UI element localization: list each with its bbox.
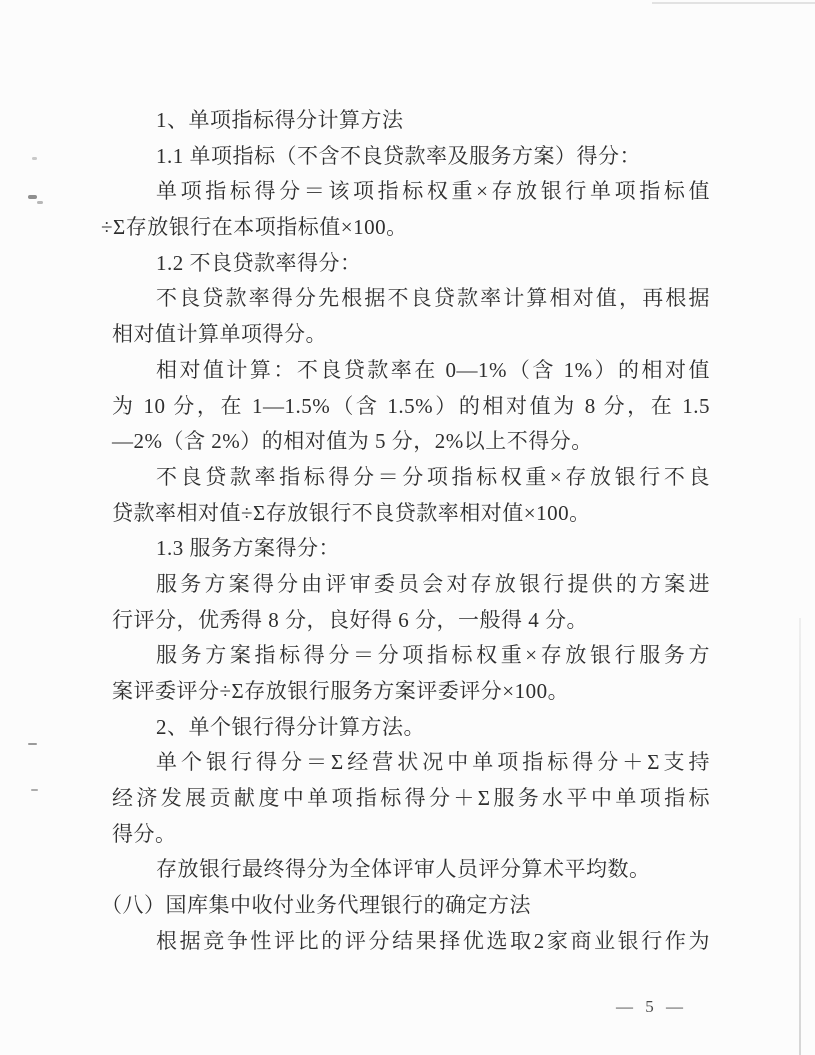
text-line: 单个银行得分＝Σ经营状况中单项指标得分＋Σ支持 [156,750,710,775]
heading-1-1: 1.1 单项指标（不含不良贷款率及服务方案）得分： [156,143,641,168]
text-line: 得分。 [112,821,177,846]
text-line: 不良贷款率得分先根据不良贷款率计算相对值，再根据 [156,286,710,311]
text-line: ÷Σ存放银行在本项指标值×100。 [101,215,408,240]
text-line: 不良贷款率指标得分＝分项指标权重×存放银行不良 [156,464,710,489]
text-line: —2%（含 2%）的相对值为 5 分，2%以上不得分。 [112,429,593,454]
text-line: 为 10 分，在 1—1.5%（含 1.5%）的相对值为 8 分，在 1.5 [112,393,710,418]
heading-1-2: 1.2 不良贷款率得分： [156,250,362,275]
text-line: 贷款率相对值÷Σ存放银行不良贷款率相对值×100。 [112,500,591,525]
text-line: 经济发展贡献度中单项指标得分＋Σ服务水平中单项指标 [112,786,710,811]
heading-1-3: 1.3 服务方案得分： [156,536,340,561]
section-heading-8: （八）国库集中收付业务代理银行的确定方法 [101,893,531,918]
scan-speck [28,195,37,199]
scan-speck [32,157,37,160]
scan-speck [37,201,43,204]
text-line: 相对值计算单项得分。 [112,322,327,347]
page-number: — 5 — [616,997,687,1016]
text-line: 单项指标得分＝该项指标权重×存放银行单项指标值 [156,179,710,204]
text-line: 相对值计算：不良贷款率在 0—1%（含 1%）的相对值 [156,357,710,382]
scan-speck [31,789,38,791]
text-line: 存放银行最终得分为全体评审人员评分算术平均数。 [156,857,651,882]
text-line: 行评分，优秀得 8 分，良好得 6 分，一般得 4 分。 [112,607,588,632]
text-line: 根据竞争性评比的评分结果择优选取2家商业银行作为 [156,928,710,953]
scan-speck [28,743,37,745]
text-line: 服务方案指标得分＝分项指标权重×存放银行服务方 [156,643,710,668]
scan-edge-artifact [799,618,801,1055]
heading-1: 1、单项指标得分计算方法 [156,108,404,132]
text-line: 案评委评分÷Σ存放银行服务方案评委评分×100。 [112,679,570,703]
text-line: 服务方案得分由评审委员会对存放银行提供的方案进 [156,571,710,596]
scan-edge-artifact [652,2,815,4]
document-body [101,103,710,960]
heading-2: 2、单个银行得分计算方法。 [156,714,425,739]
